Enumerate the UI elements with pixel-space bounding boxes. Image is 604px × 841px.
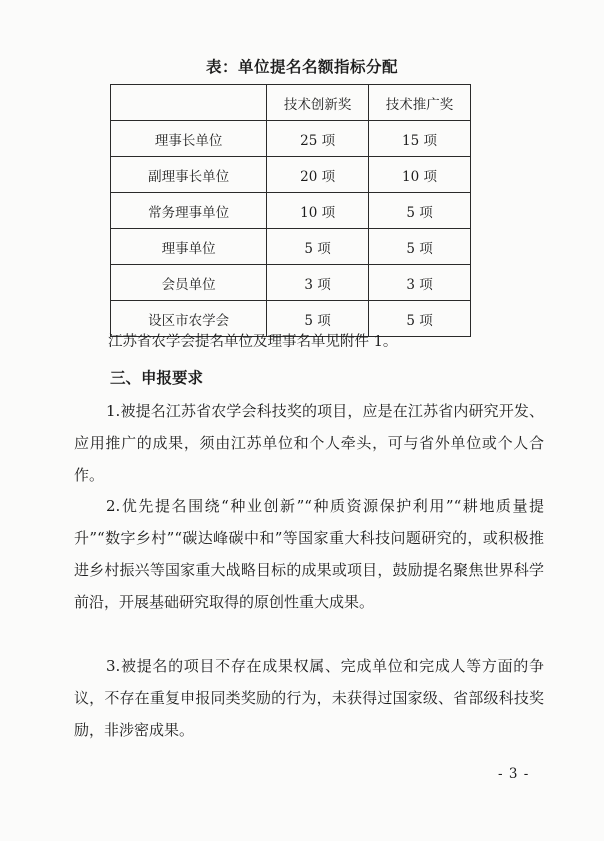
table-cell: 常务理事单位	[111, 193, 267, 229]
table-cell: 10 项	[369, 157, 471, 193]
table-cell: 5 项	[369, 193, 471, 229]
table-cell: 5 项	[369, 229, 471, 265]
table-row	[111, 229, 471, 265]
page-number: - 3 -	[498, 766, 530, 782]
table-header-cell: 技术创新奖	[267, 85, 369, 121]
table-cell: 10 项	[267, 193, 369, 229]
section-heading: 三、申报要求	[110, 369, 204, 387]
table-cell: 理事单位	[111, 229, 267, 265]
table-row	[111, 121, 471, 157]
table-cell: 设区市农学会	[111, 301, 267, 337]
table-header-cell	[111, 85, 267, 121]
requirement-paragraph: 1.被提名江苏省农学会科技奖的项目，应是在江苏省内研究开发、应用推广的成果，须由江苏单位和个人牵头，可与省外单位或个人合作。	[74, 402, 544, 484]
table-cell: 25 项	[267, 121, 369, 157]
requirement-paragraph: 3.被提名的项目不存在成果权属、完成单位和完成人等方面的争议，不存在重复申报同类奖励的行为，未获得过国家级、省部级科技奖励，非涉密成果。	[74, 657, 544, 739]
table-cell: 副理事长单位	[111, 157, 267, 193]
table-row	[111, 265, 471, 301]
table-cell: 5 项	[267, 229, 369, 265]
requirement-paragraph: 2.优先提名围绕“种业创新”“种质资源保护利用”“耕地质量提升”“数字乡村”“碳达峰碳中和”等国家重大科技问题研究的，或积极推进乡村振兴等国家重大战略目标的成果或项目，鼓励提名聚焦世界科学前沿，开展基础研究取得的原创性重大成果。	[74, 497, 544, 611]
table-cell: 理事长单位	[111, 121, 267, 157]
table-header-row	[111, 85, 471, 121]
table-cell: 3 项	[267, 265, 369, 301]
table-cell: 5 项	[267, 301, 369, 337]
quota-table	[110, 84, 471, 337]
table-title: 表：单位提名名额指标分配	[205, 58, 398, 76]
table-row	[111, 193, 471, 229]
table-row	[111, 157, 471, 193]
table-cell: 3 项	[369, 265, 471, 301]
table-header-cell: 技术推广奖	[369, 85, 471, 121]
attachment-note: 江苏省农学会提名单位及理事名单见附件 1。	[108, 334, 398, 350]
table-cell: 15 项	[369, 121, 471, 157]
table-cell: 20 项	[267, 157, 369, 193]
table-cell: 会员单位	[111, 265, 267, 301]
table-cell: 5 项	[369, 301, 471, 337]
